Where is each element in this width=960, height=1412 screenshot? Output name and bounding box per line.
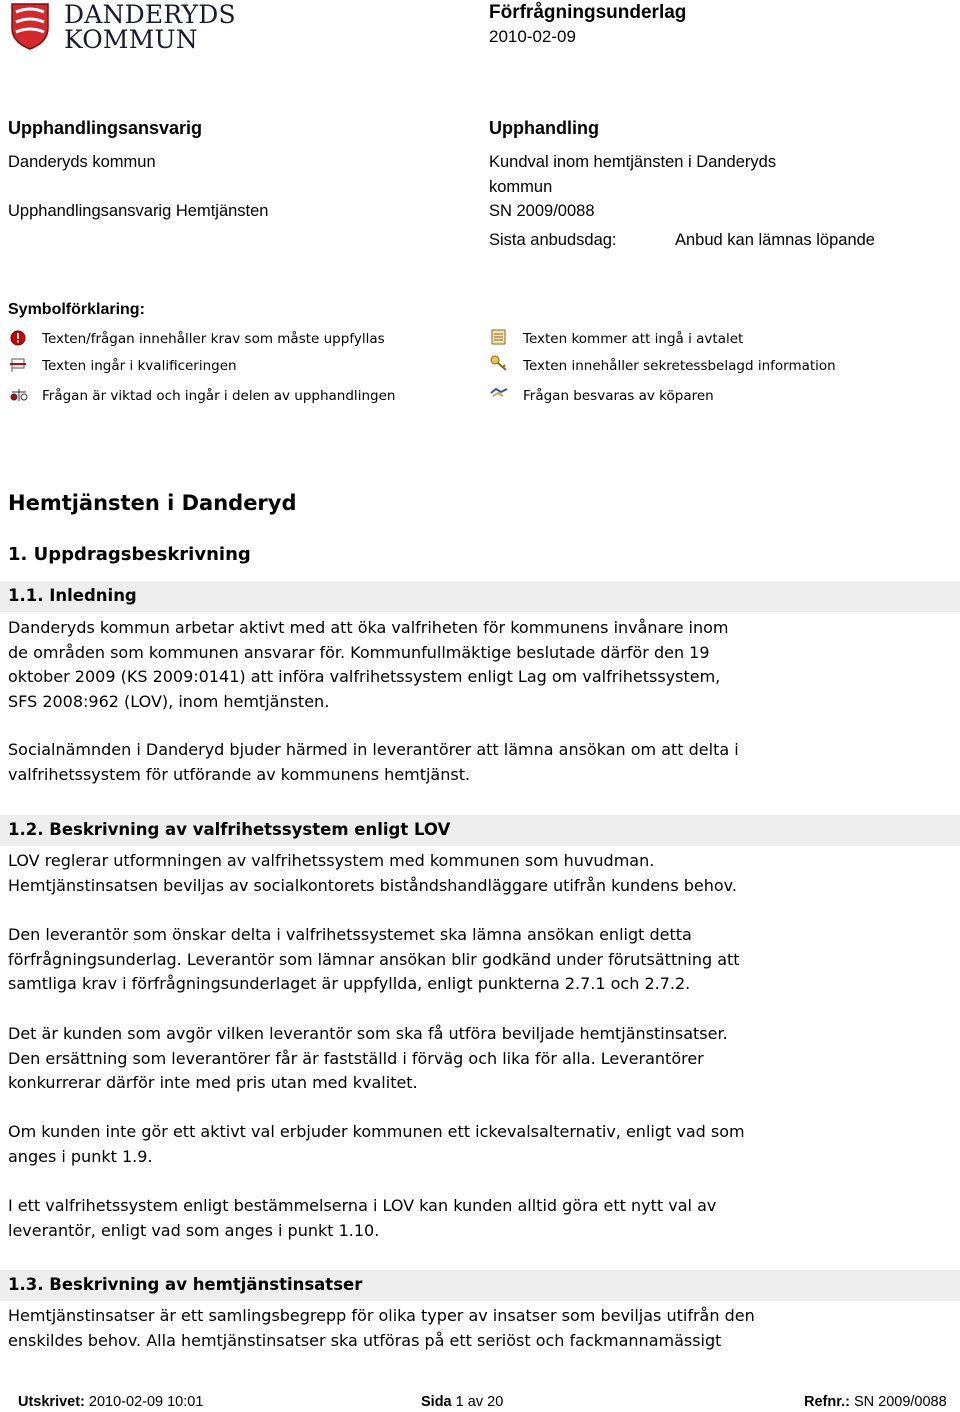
legend-title: Symbolförklaring: bbox=[8, 301, 145, 318]
exclamation-icon bbox=[10, 330, 28, 346]
text-line: förfrågningsunderlag. Leverantör som lämnar ansökan blir godkänd under förutsättning att bbox=[8, 949, 740, 969]
text-line: Socialnämnden i Danderyd bjuder härmed in leverantörer att lämna ansökan om att delta i bbox=[8, 740, 739, 759]
section-heading: 1.3. Beskrivning av hemtjänstinsatser bbox=[8, 1275, 363, 1294]
text-line: Den ersättning som leverantörer får är fastställd i förväg och lika för alla. Leverantörer bbox=[8, 1048, 704, 1068]
scale-icon bbox=[10, 387, 28, 403]
page-total: 20 bbox=[487, 1394, 504, 1410]
procurement-heading: Upphandling bbox=[489, 118, 599, 138]
legend-item-buyer: Frågan besvaras av köparen bbox=[523, 388, 714, 404]
responsible-org: Danderyds kommun bbox=[8, 153, 156, 171]
flag-icon bbox=[10, 357, 28, 373]
text-line: Hemtjänstinsatser är ett samlingsbegrepp för olika typer av insatser som beviljas utifrån den bbox=[8, 1306, 755, 1325]
municipality-logo bbox=[10, 0, 236, 54]
procurement-name-line1: Kundval inom hemtjänsten i Danderyds bbox=[489, 153, 777, 171]
page-title: Hemtjänsten i Danderyd bbox=[8, 491, 297, 515]
section-heading: 1.2. Beskrivning av valfrihetssystem enligt LOV bbox=[8, 820, 451, 839]
text-line: enskildes behov. Alla hemtjänstinsatser ska utföras på ett seriöst och fackmannamässigt bbox=[8, 1330, 722, 1350]
text-line: Danderyds kommun arbetar aktivt med att öka valfriheten för kommunens invånare inom bbox=[8, 618, 729, 637]
deadline-label: Sista anbudsdag: bbox=[489, 231, 617, 249]
text-line: Det är kunden som avgör vilken leverantör som ska få utföra beviljade hemtjänstinsatser. bbox=[8, 1024, 728, 1043]
coat-of-arms-icon bbox=[10, 2, 50, 50]
legend-item-qualification: Texten ingår i kvalificeringen bbox=[42, 358, 237, 374]
chapter-heading: 1. Uppdragsbeskrivning bbox=[8, 544, 251, 565]
paragraph bbox=[8, 923, 948, 997]
logo-wordmark bbox=[64, 2, 236, 52]
paragraph bbox=[8, 1022, 948, 1096]
paragraph bbox=[8, 616, 948, 714]
legend-item-required: Texten/frågan innehåller krav som måste uppfyllas bbox=[42, 331, 385, 347]
deadline-value: Anbud kan lämnas löpande bbox=[675, 231, 875, 249]
page-label: Sida bbox=[421, 1394, 452, 1410]
legend-item-confidential: Texten innehåller sekretessbelagd information bbox=[523, 358, 836, 374]
ref-label: Refnr.: bbox=[804, 1394, 850, 1410]
text-line: oktober 2009 (KS 2009:0141) att införa valfrihetssystem enligt Lag om valfrihetssystem, bbox=[8, 667, 721, 686]
procurement-name-line2: kommun bbox=[489, 178, 553, 196]
legend-item-weighted: Frågan är viktad och ingår i delen av upphandlingen bbox=[42, 388, 396, 404]
text-line: konkurrerar därför inte med pris utan med kvalitet. bbox=[8, 1073, 418, 1092]
section-heading: 1.1. Inledning bbox=[8, 586, 137, 605]
key-icon bbox=[490, 355, 508, 371]
legend-item-contract: Texten kommer att ingå i avtalet bbox=[523, 331, 744, 347]
handshake-icon bbox=[490, 385, 508, 401]
text-line: Hemtjänstinsatsen beviljas av socialkontorets biståndshandläggare utifrån kundens behov. bbox=[8, 875, 737, 895]
text-line: leverantör, enligt vad som anges i punkt 1.10. bbox=[8, 1220, 380, 1240]
responsible-heading: Upphandlingsansvarig bbox=[8, 118, 203, 138]
text-line: anges i punkt 1.9. bbox=[8, 1146, 153, 1166]
text-line: I ett valfrihetssystem enligt bestämmelserna i LOV kan kunden alltid göra ett nytt val av bbox=[8, 1196, 717, 1215]
paragraph bbox=[8, 1304, 948, 1353]
logo-line1: DANDERYDS bbox=[64, 0, 236, 29]
footer-page bbox=[421, 1394, 503, 1410]
text-line: LOV reglerar utformningen av valfrihetssystem med kommunen som huvudman. bbox=[8, 851, 655, 870]
page-of: av bbox=[467, 1394, 484, 1410]
section-bar bbox=[0, 581, 960, 612]
ref-value: SN 2009/0088 bbox=[853, 1394, 947, 1410]
responsible-unit: Upphandlingsansvarig Hemtjänsten bbox=[8, 202, 269, 220]
paragraph bbox=[8, 849, 948, 898]
text-line: valfrihetssystem för utförande av kommunens hemtjänst. bbox=[8, 764, 471, 784]
text-line: samtliga krav i förfrågningsunderlaget är uppfyllda, enligt punkterna 2.7.1 och 2.7.2. bbox=[8, 974, 691, 993]
page-current: 1 bbox=[455, 1394, 464, 1410]
paragraph bbox=[8, 1194, 948, 1243]
document-date: 2010-02-09 bbox=[489, 27, 576, 46]
footer-printed bbox=[18, 1394, 203, 1410]
paragraph bbox=[8, 738, 948, 787]
printed-value: 2010-02-09 10:01 bbox=[88, 1394, 204, 1410]
document-type: Förfrågningsunderlag bbox=[489, 2, 687, 23]
text-line: Om kunden inte gör ett aktivt val erbjuder kommunen ett ickevalsalternativ, enligt vad som bbox=[8, 1122, 745, 1141]
text-line: SFS 2008:962 (LOV), inom hemtjänsten. bbox=[8, 691, 330, 711]
printed-label: Utskrivet: bbox=[18, 1394, 85, 1410]
text-line: Den leverantör som önskar delta i valfrihetssystemet ska lämna ansökan enligt detta bbox=[8, 925, 692, 944]
procurement-ref: SN 2009/0088 bbox=[489, 202, 595, 220]
paragraph bbox=[8, 1120, 948, 1169]
document-icon bbox=[490, 329, 508, 345]
footer-ref bbox=[804, 1394, 947, 1410]
text-line: de områden som kommunen ansvarar för. Kommunfullmäktige beslutade därför den 19 bbox=[8, 642, 710, 662]
logo-line2: KOMMUN bbox=[64, 25, 198, 54]
